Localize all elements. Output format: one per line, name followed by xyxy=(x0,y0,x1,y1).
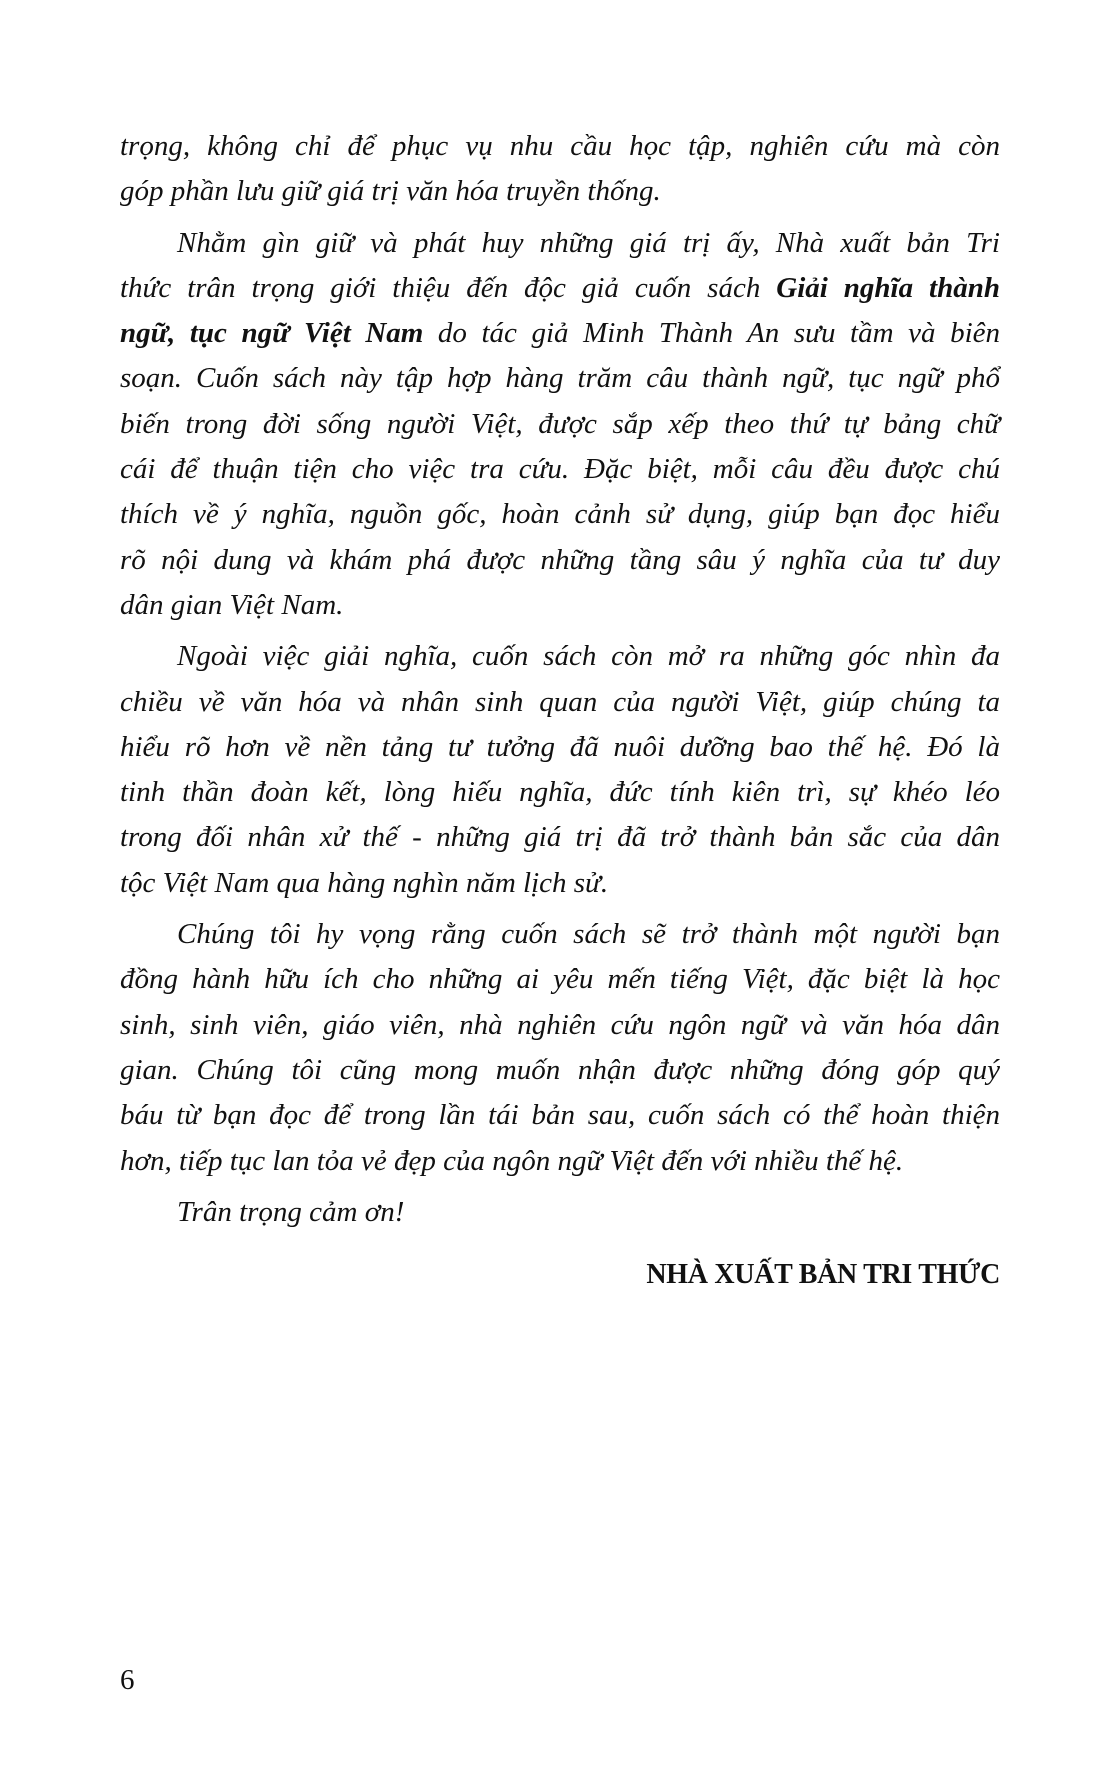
text-segment: thích về ý nghĩa, nguồn gốc, hoàn cảnh sử dụng, giúp bạn đọc hiểu xyxy=(120,498,1000,531)
text-line xyxy=(120,169,1000,214)
text-line xyxy=(120,124,1000,169)
text-line xyxy=(120,815,1000,860)
text-line xyxy=(120,583,1000,628)
text-segment: rõ nội dung và khám phá được những tầng sâu ý nghĩa của tư duy xyxy=(120,543,1000,576)
text-line xyxy=(120,861,1000,906)
text-segment: tinh thần đoàn kết, lòng hiếu nghĩa, đức tính kiên trì, sự khéo léo xyxy=(120,776,1000,809)
text-segment: trong đối nhân xử thế - những giá trị đã trở thành bản sắc của dân xyxy=(120,821,1000,854)
page-number: 6 xyxy=(120,1664,135,1696)
text-line xyxy=(120,1003,1000,1048)
text-segment: dân gian Việt Nam. xyxy=(120,588,344,621)
body-text xyxy=(120,124,1000,1235)
text-line xyxy=(120,356,1000,401)
text-line xyxy=(120,447,1000,492)
text-line xyxy=(120,311,1000,356)
paragraph xyxy=(120,1190,1000,1235)
text-segment: Trân trọng cảm ơn! xyxy=(177,1195,405,1228)
book-title-text: Giải nghĩa thành xyxy=(776,271,1000,304)
paragraph xyxy=(120,634,1000,906)
text-segment: Ngoài việc giải nghĩa, cuốn sách còn mở ra những góc nhìn đa xyxy=(177,640,1000,673)
text-segment: cái để thuận tiện cho việc tra cứu. Đặc biệt, mỗi câu đều được chú xyxy=(120,453,1000,486)
paragraph xyxy=(120,221,1000,629)
text-segment: biến trong đời sống người Việt, được sắp xếp theo thứ tự bảng chữ xyxy=(120,407,1000,440)
text-segment: Nhằm gìn giữ và phát huy những giá trị ấy, Nhà xuất bản Tri xyxy=(177,226,1000,259)
text-line xyxy=(120,492,1000,537)
text-line xyxy=(120,680,1000,725)
text-line xyxy=(120,770,1000,815)
text-line xyxy=(120,1190,1000,1235)
paragraph xyxy=(120,912,1000,1184)
text-segment: báu từ bạn đọc để trong lần tái bản sau, cuốn sách có thể hoàn thiện xyxy=(120,1099,1000,1132)
text-segment: soạn. Cuốn sách này tập hợp hàng trăm câu thành ngữ, tục ngữ phổ xyxy=(120,362,1000,395)
book-title-text: ngữ, tục ngữ Việt Nam xyxy=(120,317,424,350)
text-segment: thức trân trọng giới thiệu đến độc giả cuốn sách xyxy=(120,271,777,304)
text-segment: hiểu rõ hơn về nền tảng tư tưởng đã nuôi dưỡng bao thế hệ. Đó là xyxy=(120,730,1000,763)
text-line xyxy=(120,912,1000,957)
publisher-signature: NHÀ XUẤT BẢN TRI THỨC xyxy=(646,1259,1000,1290)
text-segment: đồng hành hữu ích cho những ai yêu mến tiếng Việt, đặc biệt là học xyxy=(120,963,1000,996)
text-segment: tộc Việt Nam qua hàng nghìn năm lịch sử. xyxy=(120,866,609,899)
text-line xyxy=(120,1048,1000,1093)
text-segment: do tác giả Minh Thành An sưu tầm và biên xyxy=(423,317,1001,350)
text-line xyxy=(120,634,1000,679)
text-segment: Chúng tôi hy vọng rằng cuốn sách sẽ trở thành một người bạn xyxy=(177,918,1000,951)
text-line xyxy=(120,957,1000,1002)
text-segment: góp phần lưu giữ giá trị văn hóa truyền thống. xyxy=(120,175,661,208)
text-segment: trọng, không chỉ để phục vụ nhu cầu học tập, nghiên cứu mà còn xyxy=(120,130,1000,162)
text-line xyxy=(120,1093,1000,1138)
text-segment: sinh, sinh viên, giáo viên, nhà nghiên cứu ngôn ngữ và văn hóa dân xyxy=(120,1008,1000,1041)
text-segment: chiều về văn hóa và nhân sinh quan của người Việt, giúp chúng ta xyxy=(120,685,1000,718)
text-line xyxy=(120,725,1000,770)
text-line xyxy=(120,538,1000,583)
text-segment: gian. Chúng tôi cũng mong muốn nhận được những đóng góp quý xyxy=(120,1053,1000,1086)
text-segment: hơn, tiếp tục lan tỏa vẻ đẹp của ngôn ngữ Việt đến với nhiều thế hệ. xyxy=(120,1144,904,1177)
text-line xyxy=(120,266,1000,311)
text-line xyxy=(120,1139,1000,1184)
text-line xyxy=(120,221,1000,266)
paragraph xyxy=(120,124,1000,215)
text-line xyxy=(120,402,1000,447)
